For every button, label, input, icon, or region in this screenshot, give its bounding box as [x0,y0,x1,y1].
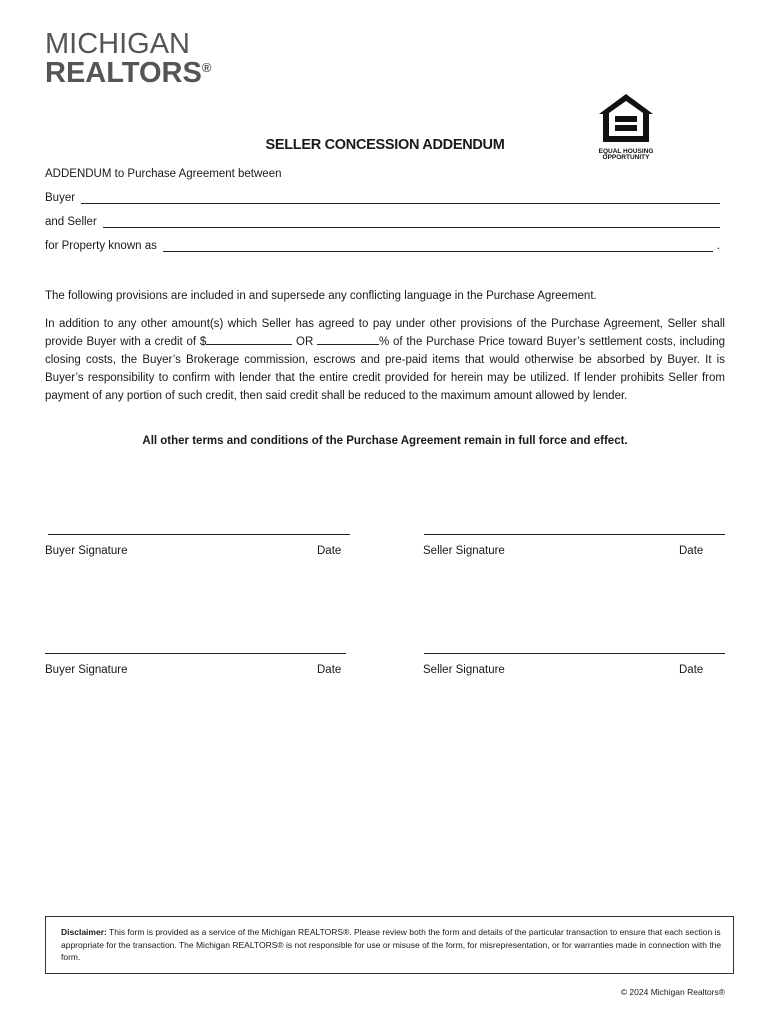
logo-line-2-text: REALTORS [45,57,202,89]
disclaimer-text: This form is provided as a service of the Michigan REALTORS®. Please review both the form and details of the particular transaction to ensure that each section is appropriate for the transaction. The Michigan REALTORS® is not responsible for use or misuse of the form, for misrepresentation, or for warranties made in connection with the form. [61,927,722,962]
provisions-paragraph: The following provisions are included in and supersede any conflicting language in the Purchase Agreement. [45,290,597,302]
credit-amount-field[interactable] [206,334,292,345]
logo-line-1: MICHIGAN [45,28,190,60]
buyer-date-label-1: Date [317,545,342,557]
buyer-signature-line-1[interactable] [48,534,350,535]
seller-field-label: and Seller [45,216,97,228]
page-title: SELLER CONCESSION ADDENDUM [265,137,505,153]
seller-name-field[interactable] [103,217,720,228]
seller-date-label-2: Date [679,664,704,676]
michigan-realtors-logo [45,30,211,88]
buyer-date-label-2: Date [317,664,342,676]
seller-signature-line-2[interactable] [424,653,725,654]
addendum-intro: ADDENDUM to Purchase Agreement between [45,168,282,180]
credit-or-text: OR [296,336,314,348]
terms-notice: All other terms and conditions of the Purchase Agreement remain in full force and effect. [142,435,628,447]
disclaimer-label: Disclaimer: [61,927,107,937]
credit-text-part-1: In addition to any other amount(s) which Seller has agreed to pay under other provisions of the Purchase Agreement, Seller shall provide Buyer with a credit of $ [45,318,725,348]
credit-text-part-2: % of the Purchase Price toward Buyer’s settlement costs, including closing costs, the Buyer’s Brokerage commission, escrows and pre-paid items that would otherwise be absorbed by Buyer. It is Buyer’s responsibility to confirm with lender that the entire credit provided for herein may be utilized. If lender prohibits Seller from payment of any portion of such credit, then said credit shall be reduced to the maximum amount allowed by lender. [45,336,725,402]
buyer-field-row [45,192,720,204]
equal-housing-caption-2: OPPORTUNITY [602,154,650,161]
logo-registered-mark: ® [201,60,212,75]
buyer-signature-line-2[interactable] [45,653,346,654]
buyer-field-label: Buyer [45,192,76,204]
credit-paragraph [45,315,725,405]
seller-signature-label-1: Seller Signature [423,545,505,557]
buyer-signature-label-2: Buyer Signature [45,664,128,676]
credit-percent-field[interactable] [317,334,379,345]
equal-housing-caption-1: EQUAL HOUSING [598,148,654,155]
buyer-name-field[interactable] [81,193,720,204]
property-field-row [45,240,720,252]
seller-signature-line-1[interactable] [424,534,725,535]
seller-field-row [45,216,720,228]
logo-line-2 [45,59,211,88]
property-field-period: . [716,240,720,252]
buyer-signature-label-1: Buyer Signature [45,545,128,557]
seller-date-label-1: Date [679,545,704,557]
copyright-notice: © 2024 Michigan Realtors® [620,987,725,997]
disclaimer-box [45,916,734,974]
property-address-field[interactable] [163,241,713,252]
property-field-label: for Property known as [45,240,157,252]
seller-signature-label-2: Seller Signature [423,664,505,676]
